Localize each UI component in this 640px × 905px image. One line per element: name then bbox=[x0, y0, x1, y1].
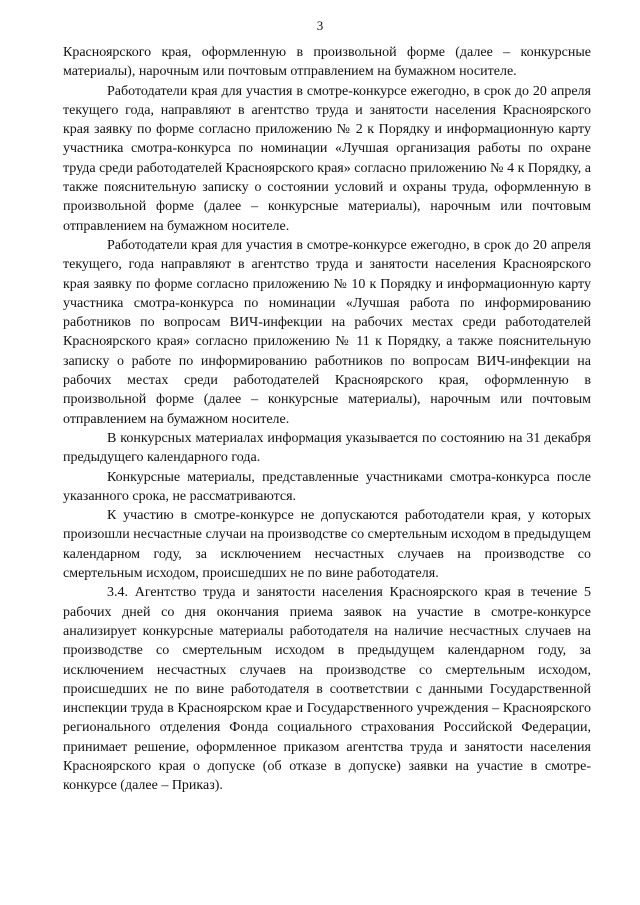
page-number: 3 bbox=[316, 18, 324, 33]
paragraph-reporting-date: В конкурсных материалах информация указывается по состоянию на 31 декабря предыдущего календарного года. bbox=[63, 430, 591, 466]
paragraph-continuation: Красноярского края, оформленную в произвольной форме (далее – конкурсные материалы), нарочным или почтовым отправлением на бумажном носителе. bbox=[63, 45, 591, 80]
paragraph-labor-protection-nomination: Работодатели края для участия в смотре-конкурсе ежегодно, в срок до 20 апреля текущего года, направляют в агентство труда и занятости населения Красноярского края заявку по форме согласно приложению № 2 к Порядку и информационную карту участника смотра-конкурса по номинации «Лучшая организация работы по охране труда среди работодателей Красноярского края» согласно приложению № 4 к Порядку, а также пояснительную записку о состоянии условий и охраны труда, оформленную в произвольной форме (далее – конкурсные материалы), нарочным или почтовым отправлением на бумажном носителе. bbox=[63, 83, 591, 234]
paragraph-exclusion-rule: К участию в смотре-конкурсе не допускаются работодатели края, у которых произошли несчастные случаи на производстве со смертельным исходом в предыдущем календарном году, за исключением несчастных случаев на производстве со смертельным исходом, происшедших не по вине работодателя. bbox=[63, 508, 591, 582]
document-body bbox=[63, 43, 591, 796]
paragraph-late-submissions: Конкурсные материалы, представленные участниками смотра-конкурса после указанного срока, не рассматриваются. bbox=[63, 469, 591, 504]
paragraph-hiv-nomination: Работодатели края для участия в смотре-конкурсе ежегодно, в срок до 20 апреля текущего, года направляют в агентство труда и занятости населения Красноярского края заявку по форме согласно приложению № 10 к Порядку и информационную карту участника смотра-конкурса по номинации «Лучшая работа по информированию работников по вопросам ВИЧ-инфекции на рабочих местах среди работодателей Красноярского края» согласно приложению № 11 к Порядку, а также пояснительную записку о работе по информированию работников по вопросам ВИЧ-инфекции на рабочих местах среди работодателей Красноярского края, оформленную в произвольной форме (далее – конкурсные материалы), нарочным или почтовым отправлением на бумажном носителе. bbox=[63, 237, 591, 427]
paragraph-section-3-4: 3.4. Агентство труда и занятости населения Красноярского края в течение 5 рабочих дней со дня окончания приема заявок на участие в смотре-конкурсе анализирует конкурсные материалы работодателя на наличие несчастных случаев на производстве со смертельным исходом в предыдущем календарном году, за исключением несчастных случаев на производстве со смертельным исходом, происшедших не по вине работодателя в соответствии с данными Государственной инспекции труда в Красноярском крае и Государственного учреждения – Красноярского регионального отделения Фонда социального страхования Российской Федерации, принимает решение, оформленное приказом агентства труда и занятости населения Красноярского края о допуске (об отказе в допуске) заявки на участие в смотре-конкурсе (далее – Приказ). bbox=[63, 585, 591, 794]
